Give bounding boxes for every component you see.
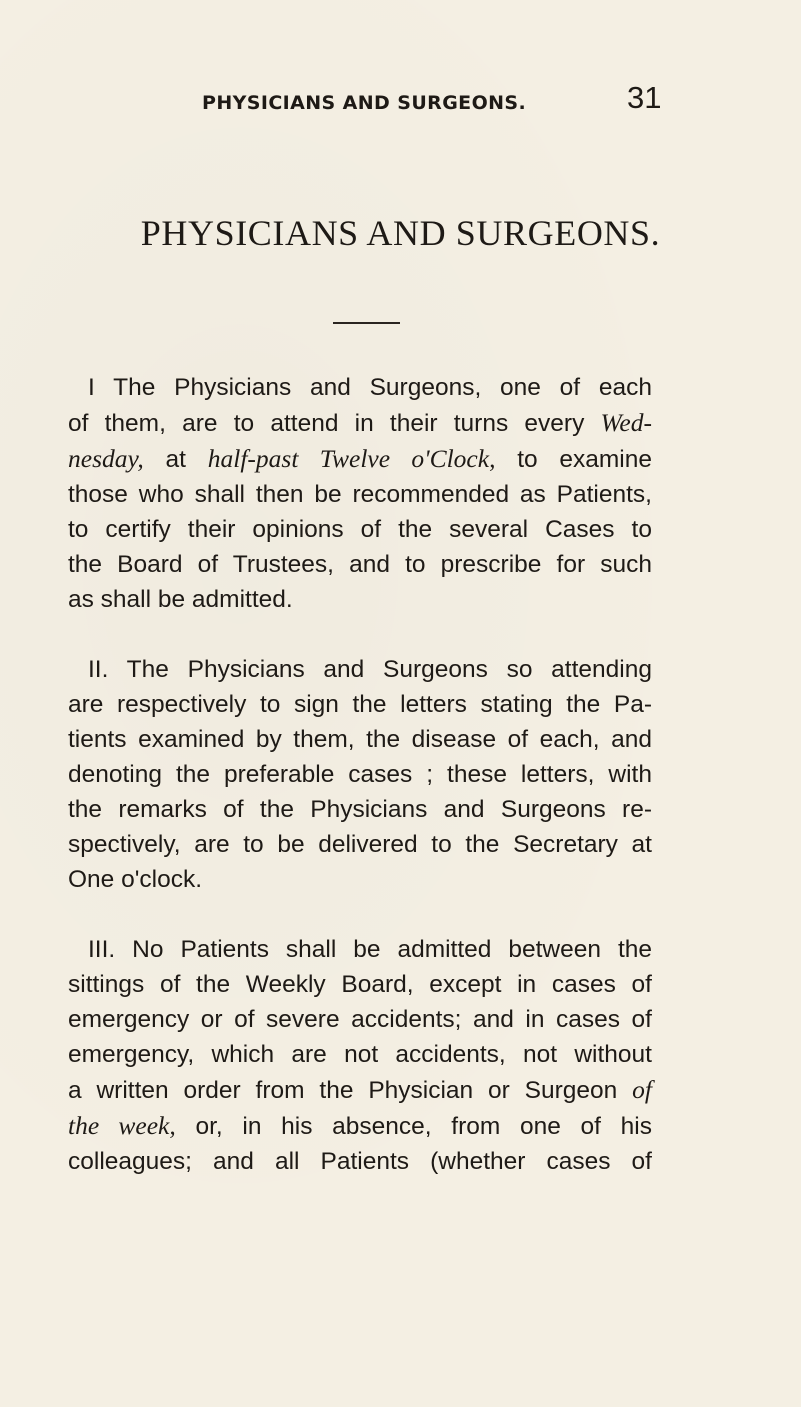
text-line: III. No Patients shall be admitted between the xyxy=(88,936,652,963)
body-text xyxy=(68,370,652,1179)
text-line: tients examined by them, the disease of each, and xyxy=(68,726,652,753)
text-fragment: a written order from the Physician or Surgeon xyxy=(68,1077,633,1104)
text-fragment: of them, are to attend in their turns every xyxy=(68,410,601,437)
paragraph-1 xyxy=(68,370,652,617)
italic-text: the week, xyxy=(68,1111,176,1140)
italic-text: nesday, xyxy=(68,444,144,473)
text-line: One o'clock. xyxy=(68,866,203,893)
text-line xyxy=(68,405,652,441)
text-line: as shall be admitted. xyxy=(68,586,293,613)
text-line: those who shall then be recommended as Patients, xyxy=(68,481,652,508)
text-line: the Board of Trustees, and to prescribe for such xyxy=(68,551,652,578)
section-title: PHYSICIANS AND SURGEONS. xyxy=(140,213,661,253)
title-rule xyxy=(333,322,400,324)
text-fragment: at xyxy=(143,446,208,473)
text-line: are respectively to sign the letters stating the Pa- xyxy=(68,691,652,718)
text-line: I The Physicians and Surgeons, one of each xyxy=(88,374,652,401)
text-line: denoting the preferable cases ; these letters, with xyxy=(68,761,652,788)
page-number: 31 xyxy=(627,80,662,115)
running-head: PHYSICIANS AND SURGEONS. xyxy=(202,92,527,114)
text-line: the remarks of the Physicians and Surgeons re- xyxy=(68,796,652,823)
paragraph-2 xyxy=(68,652,652,897)
text-line: emergency or of severe accidents; and in cases of xyxy=(68,1006,652,1033)
paragraph-3 xyxy=(68,932,652,1179)
italic-text: Wed- xyxy=(600,408,652,437)
text-line: spectively, are to be delivered to the Secretary at xyxy=(68,831,652,858)
text-line: II. The Physicians and Surgeons so attending xyxy=(88,656,652,683)
text-line xyxy=(68,441,652,477)
italic-text: of xyxy=(632,1075,652,1104)
paragraph-gap xyxy=(68,897,652,932)
text-line: to certify their opinions of the several Cases to xyxy=(68,516,652,543)
text-line: sittings of the Weekly Board, except in cases of xyxy=(68,971,652,998)
text-fragment: to examine xyxy=(495,446,653,473)
text-fragment: or, in his absence, from one of his xyxy=(175,1113,652,1140)
italic-text: half-past Twelve o'Clock, xyxy=(207,444,496,473)
text-line: colleagues; and all Patients (whether cases of xyxy=(68,1148,652,1175)
text-line xyxy=(68,1072,652,1108)
text-line: emergency, which are not accidents, not without xyxy=(68,1041,652,1068)
text-line xyxy=(68,1108,652,1144)
paragraph-gap xyxy=(68,617,652,652)
